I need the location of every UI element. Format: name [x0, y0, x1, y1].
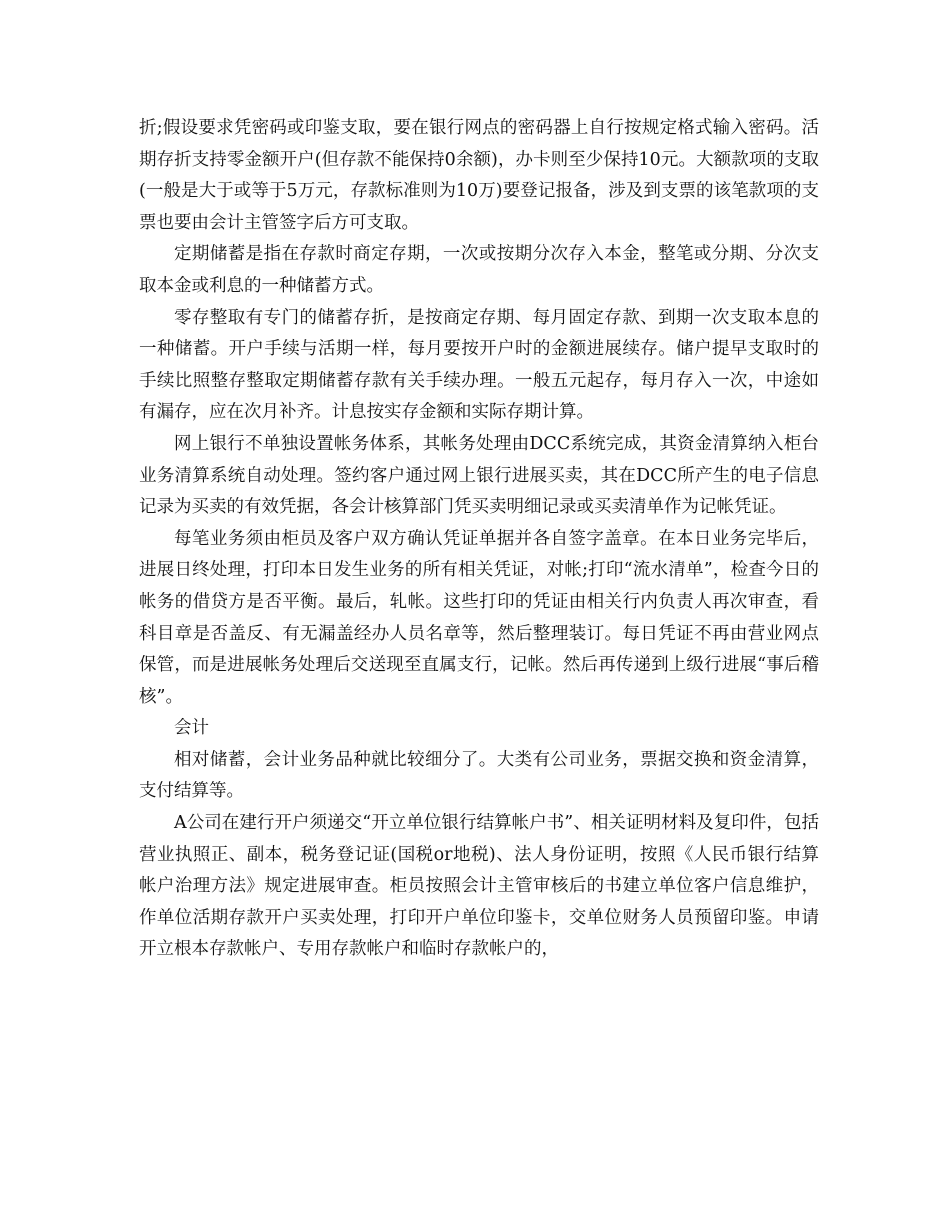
paragraph-company-account-opening: A公司在建行开户须递交“开立单位银行结算帐户书”、相关证明材料及复印件，包括营业执照正、副本，税务登记证(国税or地税)、法人身份证明，按照《人民币银行结算帐户治理方法》规定进展审查。柜员按照会计主管审核后的书建立单位客户信息维护，作单位活期存款开户买卖处理，打印开户单位印鉴卡，交单位财务人员预留印鉴。申请开立根本存款帐户、专用存款帐户和临时存款帐户的， [139, 813, 819, 960]
paragraph-accounting-overview: 相对储蓄，会计业务品种就比较细分了。大类有公司业务，票据交换和资金清算，支付结算等。 [139, 749, 819, 802]
paragraph-savings-passbook-continued: 折;假设要求凭密码或印鉴支取，要在银行网点的密码器上自行按规定格式输入密码。活期存折支持零金额开户(但存款不能保持0余额)，办卡则至少保持10元。大额款项的支取(一般是大于或等于5万元，存款标准则为10万)要登记报备，涉及到支票的该笔款项的支票也要由会计主管签字后方可支取。 [139, 118, 819, 233]
document-body [139, 113, 819, 966]
paragraph-fixed-deposit: 定期储蓄是指在存款时商定存期，一次或按期分次存入本金，整笔或分期、分次支取本金或利息的一种储蓄方式。 [139, 244, 819, 296]
paragraph-online-banking: 网上银行不单独设置帐务体系，其帐务处理由DCC系统完成，其资金清算纳入柜台业务清算系统自动处理。签约客户通过网上银行进展买卖，其在DCC所产生的电子信息记录为买卖的有效凭据，各会计核算部门凭买卖明细记录或买卖清单作为记帐凭证。 [139, 433, 819, 518]
paragraph-daily-settlement: 每笔业务须由柜员及客户双方确认凭证单据并各自签字盖章。在本日业务完毕后，进展日终处理，打印本日发生业务的所有相关凭证，对帐;打印“流水清单”，检查今日的帐务的借贷方是否平衡。最后，轧帐。这些打印的凭证由相关行内负责人再次审查，看科目章是否盖反、有无漏盖经办人员名章等，然后整理装订。每日凭证不再由营业网点保管，而是进展帐务处理后交送现至直属支行，记帐。然后再传递到上级行进展“事后稽核”。 [139, 528, 819, 707]
paragraph-installment-deposit: 零存整取有专门的储蓄存折，是按商定存期、每月固定存款、到期一次支取本息的一种储蓄。开户手续与活期一样，每月要按开户时的金额进展续存。储户提早支取时的手续比照整存整取定期储蓄存款有关手续办理。一般五元起存，每月存入一次，中途如有漏存，应在次月补齐。计息按实存金额和实际存期计算。 [139, 307, 819, 423]
section-heading-accounting: 会计 [174, 718, 209, 739]
